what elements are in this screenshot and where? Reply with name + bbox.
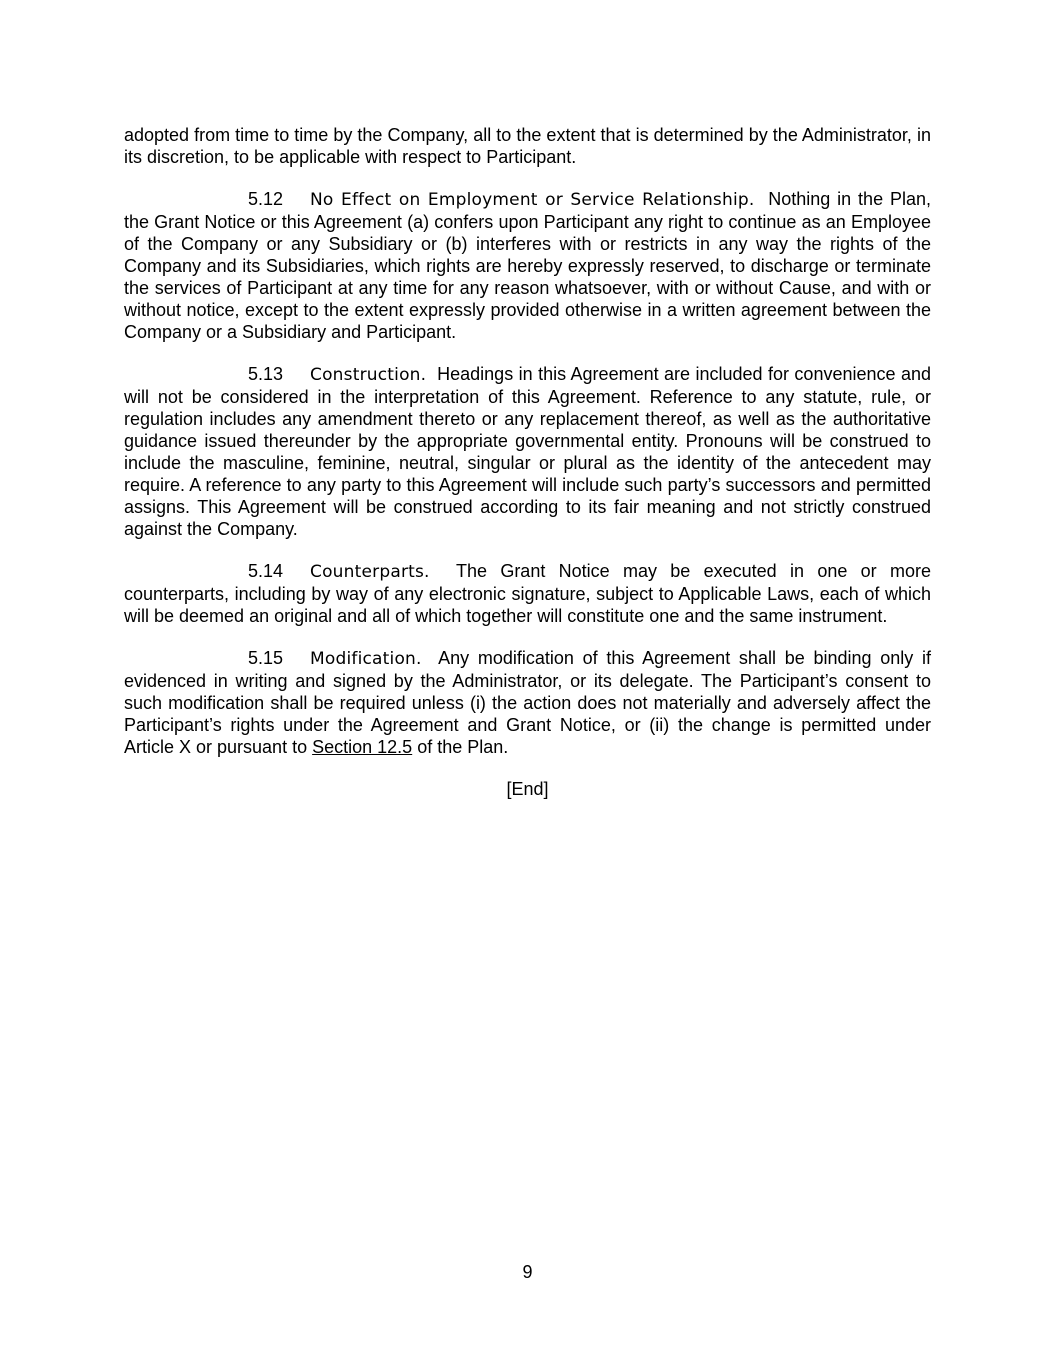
section-body: Nothing in the Plan, the Grant Notice or this Agreement (a) confers upon Participant any right to continue as an Employee of the Company or any Subsidiary or (b) interferes with or restricts in any way the rights of the Company and its Subsidiaries, which rights are hereby expressly reserved, to discharge or terminate the services of Participant at any time for any reason whatsoever, with or without Cause, and with or without notice, except to the extent expressly provided otherwise in a written agreement between the Company or a Subsidiary and Participant.: [124, 189, 931, 342]
section-number: 5.12: [248, 189, 284, 209]
section-number: 5.14: [248, 561, 284, 581]
section-heading: Counterparts.: [310, 562, 430, 582]
section-body: Headings in this Agreement are included for convenience and will not be considered in the interpretation of this Agreement. Reference to any statute, rule, or regulation includes any amendment thereto or any replacement thereof, as well as the authoritative guidance issued thereunder by the appropriate governmental entity. Pronouns will be construed to include the masculine, feminine, neutral, singular or plural as the identity of the antecedent may require. A reference to any party to this Agreement will include such party’s successors and permitted assigns. This Agreement will be construed according to its fair meaning and not strictly construed against the Company.: [124, 364, 931, 539]
section-number: 5.13: [248, 364, 284, 384]
section-5-13: [124, 363, 931, 540]
page-number: 9: [522, 1262, 533, 1282]
section-heading: Construction.: [310, 365, 427, 385]
section-body: The Grant Notice may be executed in one or more counterparts, including by way of any electronic signature, subject to Applicable Laws, each of which will be deemed an original and all of which together will constitute one and the same instrument.: [124, 561, 931, 626]
section-body: Any modification of this Agreement shall be binding only if evidenced in writing and signed by the Administrator, or its delegate. The Participant’s consent to such modification shall be required unless (i) the action does not materially and adversely affect the Participant’s rights under the Agreement and Grant Notice, or (ii) the change is permitted under Article X or pursuant to: [124, 648, 931, 757]
section-5-15: [124, 647, 931, 758]
end-marker: [End]: [506, 779, 549, 799]
intro-paragraph: adopted from time to time by the Company, all to the extent that is determined by the Administrator, in its discretion, to be applicable with respect to Participant.: [124, 125, 931, 167]
document-body: [124, 124, 931, 800]
section-number: 5.15: [248, 648, 284, 668]
section-body-end: of the Plan.: [417, 737, 509, 757]
section-heading: No Effect on Employment or Service Relationship.: [310, 190, 755, 210]
section-reference-link[interactable]: Section 12.5: [312, 737, 413, 757]
section-heading: Modification.: [310, 649, 422, 669]
section-5-14: [124, 560, 931, 627]
section-5-12: [124, 188, 931, 343]
